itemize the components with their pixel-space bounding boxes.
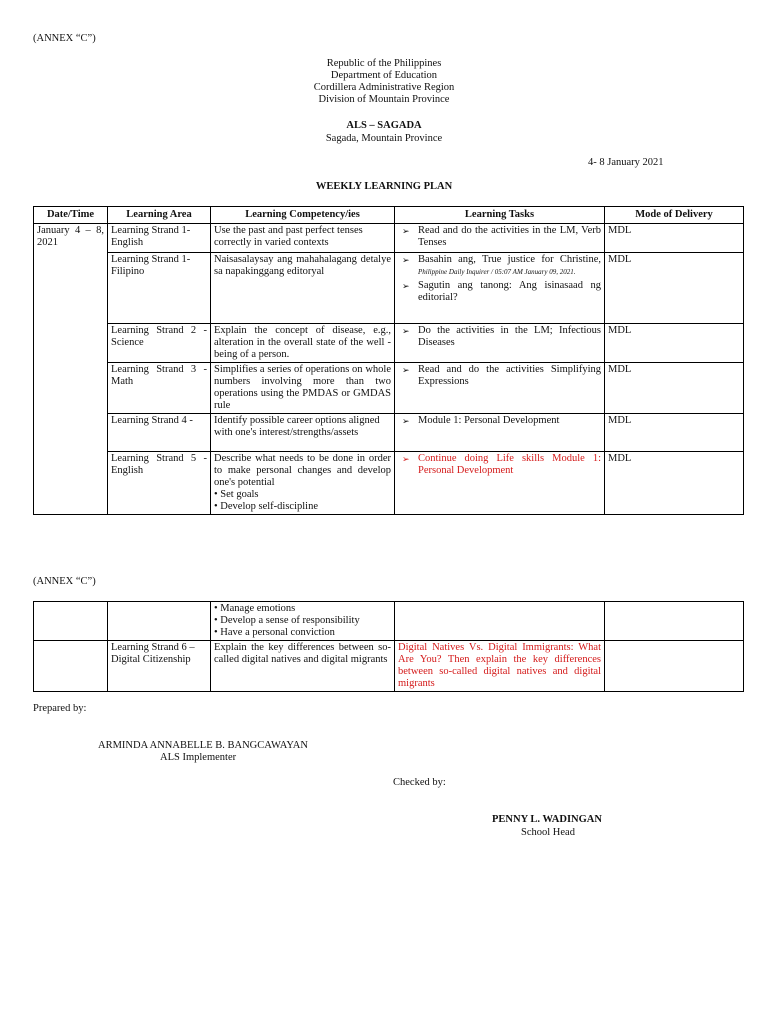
col-header-mode: Mode of Delivery: [605, 207, 744, 224]
bullet-item: • Have a personal conviction: [214, 627, 335, 638]
letterhead: [0, 58, 768, 106]
annex-label: (ANNEX “C”): [33, 33, 96, 44]
learning-plan-table: [33, 206, 744, 515]
col-header-tasks: Learning Tasks: [395, 207, 605, 224]
task-text: Continue doing Life skills Module 1: Personal Development: [418, 453, 601, 476]
mode-cell: MDL: [605, 363, 744, 414]
arrow-bullet-icon: ➢: [402, 416, 410, 426]
competency-cell: [211, 452, 395, 515]
date-cell: January 4 – 8, 2021: [34, 224, 108, 515]
arrow-bullet-icon: ➢: [402, 326, 410, 336]
region-line: Cordillera Administrative Region: [313, 82, 455, 93]
deped-line: Department of Education: [330, 70, 438, 81]
arrow-bullet-icon: ➢: [402, 255, 410, 265]
tasks-cell: [395, 414, 605, 452]
table-header-row: [34, 207, 744, 224]
competency-cell: Naisasalaysay ang mahahalagang detalye sa napakinggang editoryal: [211, 253, 395, 324]
preparer-name: ARMINDA ANNABELLE B. BANGCAWAYAN: [98, 740, 308, 751]
competency-cell: Explain the key differences between so-called digital natives and digital migrants: [211, 641, 395, 692]
arrow-bullet-icon: ➢: [402, 281, 410, 291]
area-cell: Learning Strand 2 - Science: [108, 324, 211, 363]
checker-name: PENNY L. WADINGAN: [492, 814, 602, 825]
table-row: [34, 224, 744, 253]
checked-by-label: Checked by:: [393, 777, 446, 788]
col-header-competency: Learning Competency/ies: [211, 207, 395, 224]
competency-cell: Simplifies a series of operations on whole numbers involving more than two operations using the PMDAS or GMDAS rule: [211, 363, 395, 414]
area-cell: Learning Strand 1- Filipino: [108, 253, 211, 324]
area-cell: Learning Strand 1- English: [108, 224, 211, 253]
plan-date: 4- 8 January 2021: [588, 157, 664, 168]
area-cell: Learning Strand 4 -: [108, 414, 211, 452]
school-address: Sagada, Mountain Province: [325, 133, 443, 144]
checker-title: School Head: [521, 827, 575, 838]
task-text: Sagutin ang tanong: Ang isinasaad ng editorial?: [418, 280, 601, 303]
task-text: Read and do the activities in the LM, Verb Tenses: [418, 225, 601, 248]
learning-plan-table-continued: [33, 601, 744, 692]
competency-cell: Use the past and past perfect tenses correctly in varied contexts: [211, 224, 395, 253]
competency-text: Describe what needs to be done in order to make personal changes and develop one's potential: [214, 453, 391, 488]
mode-cell: MDL: [605, 452, 744, 515]
area-cell: Learning Strand 5 - English: [108, 452, 211, 515]
task-text: Basahin ang, True justice for Christine,: [418, 254, 601, 265]
area-cell: Learning Strand 6 – Digital Citizenship: [108, 641, 211, 692]
col-header-area: Learning Area: [108, 207, 211, 224]
task-text: Do the activities in the LM; Infectious Diseases: [418, 325, 601, 348]
tasks-cell: [395, 324, 605, 363]
tasks-cell: Digital Natives Vs. Digital Immigrants: What Are You? Then explain the key differences between so-called digital natives and digital migrants: [395, 641, 605, 692]
division-line: Division of Mountain Province: [318, 94, 450, 105]
bullet-item: • Set goals: [214, 489, 259, 500]
table-row: [34, 414, 744, 452]
mode-cell: MDL: [605, 253, 744, 324]
tasks-cell: [395, 253, 605, 324]
col-header-date: Date/Time: [34, 207, 108, 224]
mode-cell: MDL: [605, 324, 744, 363]
competency-cell: Explain the concept of disease, e.g., alteration in the overall state of the well - being of a person.: [211, 324, 395, 363]
area-cell: Learning Strand 3 - Math: [108, 363, 211, 414]
competency-cell: [211, 602, 395, 641]
table-row: [34, 363, 744, 414]
table-row: [34, 324, 744, 363]
tasks-cell: [395, 452, 605, 515]
tasks-cell: [395, 224, 605, 253]
arrow-bullet-icon: ➢: [402, 365, 410, 375]
mode-cell: MDL: [605, 224, 744, 253]
plan-title: WEEKLY LEARNING PLAN: [315, 181, 453, 192]
arrow-bullet-icon: ➢: [402, 226, 410, 236]
table-row: [34, 602, 744, 641]
bullet-item: • Manage emotions: [214, 603, 296, 614]
republic-line: Republic of the Philippines: [326, 58, 442, 69]
bullet-item: • Develop self-discipline: [214, 501, 318, 512]
task-source: Philippine Daily Inquirer / 05:07 AM January 09, 2021.: [418, 268, 576, 276]
task-text: Read and do the activities Simplifying Expressions: [418, 364, 601, 387]
mode-cell: MDL: [605, 414, 744, 452]
school-name: ALS – SAGADA: [346, 120, 422, 131]
competency-cell: Identify possible career options aligned with one's interest/strengths/assets: [211, 414, 395, 452]
table-row: [34, 452, 744, 515]
task-text: Module 1: Personal Development: [418, 415, 560, 426]
annex-label-2: (ANNEX “C”): [33, 576, 96, 587]
preparer-title: ALS Implementer: [160, 752, 237, 763]
arrow-bullet-icon: ➢: [402, 454, 410, 464]
bullet-item: • Develop a sense of responsibility: [214, 615, 360, 626]
table-row: [34, 641, 744, 692]
prepared-by-label: Prepared by:: [33, 703, 87, 714]
table-row: [34, 253, 744, 324]
tasks-cell: [395, 363, 605, 414]
